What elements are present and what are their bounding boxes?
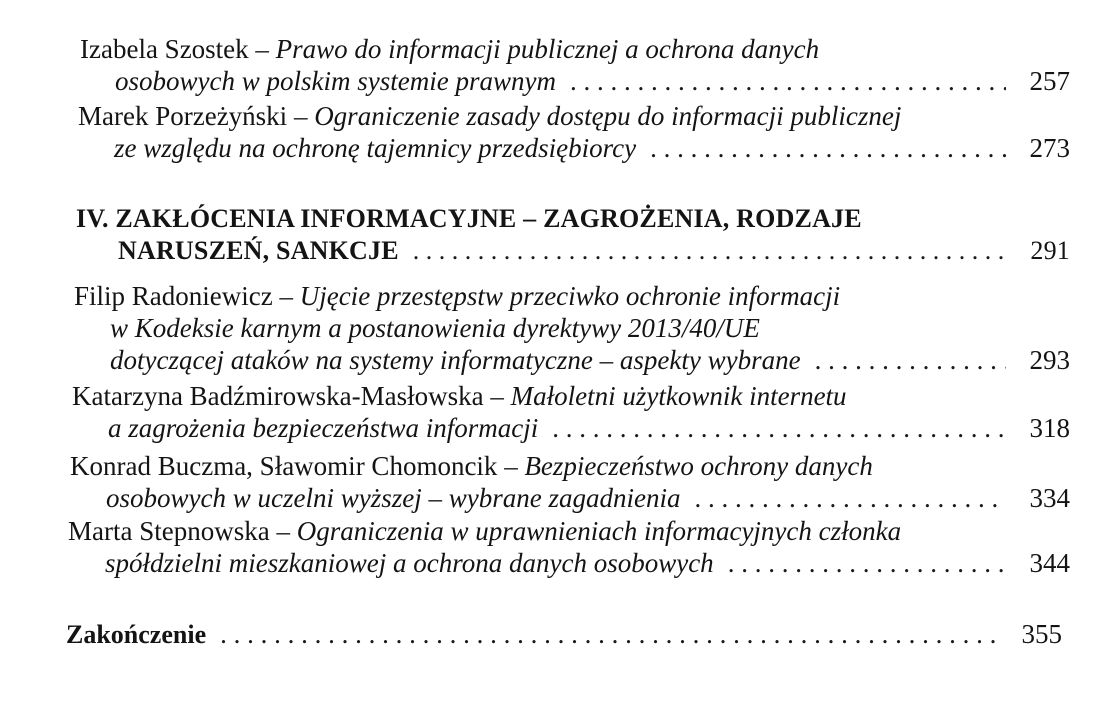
leader-dots	[220, 618, 998, 650]
closing-label: Zakończenie	[66, 620, 207, 649]
entry-title-cont: osobowych w uczelni wyższej – wybrane zagadnienia	[106, 483, 681, 513]
entry-author: Marta Stepnowska	[68, 516, 270, 546]
entry-dash: –	[276, 516, 290, 546]
leader-dots	[570, 65, 1006, 97]
leader-dots	[728, 547, 1006, 579]
toc-entry	[80, 33, 1070, 97]
page-number: 291	[1030, 236, 1070, 265]
entry-author: Izabela Szostek	[80, 34, 249, 64]
entry-title-cont: dotyczącej ataków na systemy informatyczne – aspekty wybrane	[110, 345, 801, 375]
entry-dash: –	[293, 101, 308, 131]
entry-title: Bezpieczeństwo ochrony danych	[524, 451, 873, 481]
entry-title-cont: ze względu na ochronę tajemnicy przedsiębiorcy	[114, 133, 637, 163]
leader-dots	[694, 482, 1006, 514]
entry-dash: –	[279, 281, 293, 311]
entry-author: Marek Porzeżyński	[78, 101, 288, 131]
toc-entry	[68, 515, 1070, 579]
entry-title: Małoletni użytkownik internetu	[510, 381, 847, 411]
page-number: 318	[1029, 413, 1070, 443]
toc-entry	[74, 280, 1070, 376]
leader-dots	[650, 132, 1006, 164]
page-number: 273	[1029, 133, 1070, 163]
entry-title: Ujęcie przestępstw przeciwko ochronie informacji	[299, 281, 841, 311]
entry-title-cont: osobowych w polskim systemie prawnym	[115, 66, 556, 96]
entry-author: Filip Radoniewicz	[74, 281, 273, 311]
leader-dots	[815, 344, 1006, 376]
toc-entry	[70, 450, 1070, 514]
page-number: 257	[1029, 66, 1070, 96]
page-number: 344	[1029, 548, 1070, 578]
page-number: 334	[1029, 483, 1070, 513]
entry-author: Konrad Buczma, Sławomir Chomoncik	[70, 451, 498, 481]
entry-dash: –	[504, 451, 518, 481]
entry-title: Ograniczenie zasady dostępu do informacji publicznej	[314, 101, 902, 131]
entry-dash: –	[490, 381, 504, 411]
toc-entry	[78, 100, 1070, 164]
leader-dots	[552, 412, 1006, 444]
entry-title-cont: spółdzielni mieszkaniowej a ochrona danych osobowych	[105, 548, 714, 578]
section-title-cont: NARUSZEŃ, SANKCJE	[118, 236, 399, 265]
entry-author: Katarzyna Badźmirowska-Masłowska	[72, 381, 484, 411]
toc-entry-closing	[66, 618, 1062, 651]
leader-dots	[413, 235, 1006, 267]
section-title: IV. ZAKŁÓCENIA INFORMACYJNE – ZAGROŻENIA, RODZAJE	[76, 204, 862, 233]
entry-title-cont: w Kodeksie karnym a postanowienia dyrektywy 2013/40/UE	[110, 313, 760, 343]
toc-entry	[72, 380, 1070, 444]
entry-dash: –	[255, 34, 269, 64]
page-number: 293	[1029, 345, 1070, 375]
section-heading	[76, 203, 1070, 267]
entry-title-cont: a zagrożenia bezpieczeństwa informacji	[108, 413, 539, 443]
entry-title: Ograniczenia w uprawnieniach informacyjnych członka	[296, 516, 902, 546]
entry-title: Prawo do informacji publicznej a ochrona danych	[275, 34, 820, 64]
page-number: 355	[1021, 619, 1062, 649]
